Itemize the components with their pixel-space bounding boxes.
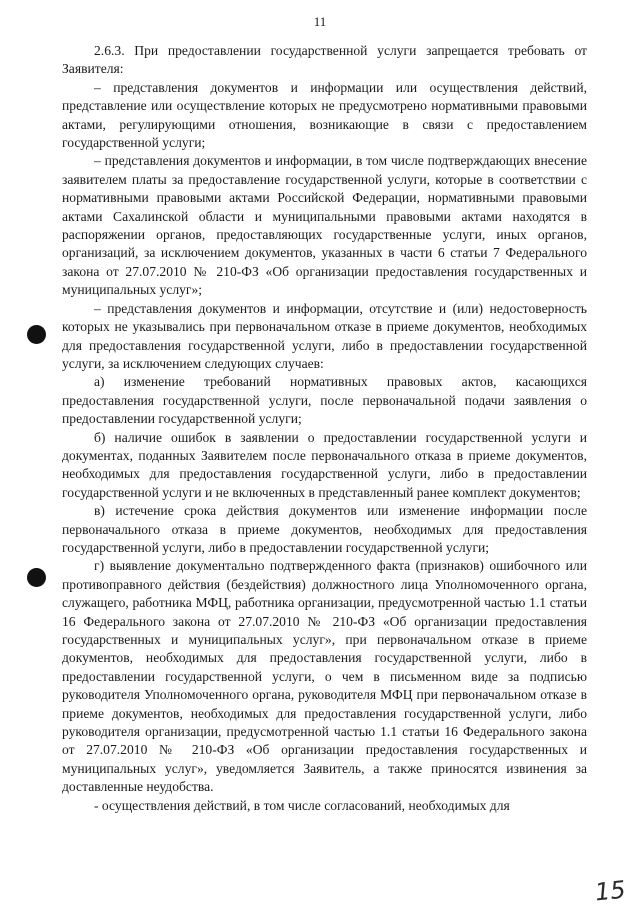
paragraph-case-g: г) выявление документально подтвержденного факта (признаков) ошибочного или противоправного действия (бездействия) должностного лица Уполномоченного органа, служащего, работника МФЦ, работника организации, предусмотренной частью 1.1 статьи 16 Федерального закона от 27.07.2010 № 210-ФЗ «Об организации предоставления государственных и муниципальных услуг», при первоначальном отказе в приеме документов, необходимых для предоставления государственной услуги, либо в предоставлении государственной услуги, о чем в письменном виде за подписью руководителя Уполномоченного органа, руководителя МФЦ при первоначальном отказе в приеме документов, необходимых для предоставления государственной услуги, либо руководителя организации, предусмотренной частью 1.1 статьи 16 Федерального закона от 27.07.2010 № 210-ФЗ «Об организации предоставления государственных и муниципальных услуг», уведомляется Заявитель, а также приносятся извинения за доставленные неудобства. bbox=[62, 558, 587, 795]
page-number: 11 bbox=[313, 14, 327, 29]
paragraph-case-a: а) изменение требований нормативных правовых актов, касающихся предоставления государственной услуги, после первоначальной подачи заявления о предоставлении государственной услуги; bbox=[62, 374, 587, 427]
punch-hole-mark bbox=[27, 568, 46, 587]
paragraph-bullet-3: – представления документов и информации, отсутствие и (или) недостоверность которых не указывались при первоначальном отказе в приеме документов, необходимых для предоставления государственной услуги, либо в предоставлении государственной услуги, за исключением следующих случаев: bbox=[62, 300, 587, 371]
paragraph-bullet-4: - осуществления действий, в том числе согласований, необходимых для bbox=[94, 797, 510, 813]
paragraph-case-v: в) истечение срока действия документов или изменение информации после первоначального отказа в приеме документов, необходимых для предоставления государственной услуги, либо в предоставлении государственной услуги; bbox=[62, 503, 587, 555]
paragraph-case-b: б) наличие ошибок в заявлении о предоставлении государственной услуги и документах, поданных Заявителем после первоначального отказа в приеме документов, необходимых для предоставления государственной услуги, либо в предоставлении государственной услуги и не включенных в представленный ранее комплект документов; bbox=[62, 429, 587, 500]
paragraph-bullet-1: – представления документов и информации или осуществления действий, представление или осуществление которых не предусмотрено нормативными правовыми актами, регулирующими отношения, возникающие в связи с предоставлением государственной услуги; bbox=[62, 79, 587, 151]
paragraph-bullet-2: – представления документов и информации, в том числе подтверждающих внесение заявителем платы за предоставление государственной услуги, которые в соответствии с нормативными правовыми актами Российской Федерации, нормативными правовыми актами Сахалинской области и муниципальными правовыми актами находятся в распоряжении органов, предоставляющих государственные услуги, иных органов, организаций, за исключением документов, указанных в части 6 статьи 7 Федерального закона от 27.07.2010 № 210-ФЗ «Об организации предоставления государственных и муниципальных услуг»; bbox=[62, 153, 587, 298]
document-body bbox=[62, 42, 587, 815]
paragraph-intro: 2.6.3. При предоставлении государственной услуги запрещается требовать от Заявителя: bbox=[62, 43, 587, 77]
punch-hole-mark bbox=[27, 325, 46, 344]
handwritten-page-number: 15 bbox=[594, 875, 628, 907]
